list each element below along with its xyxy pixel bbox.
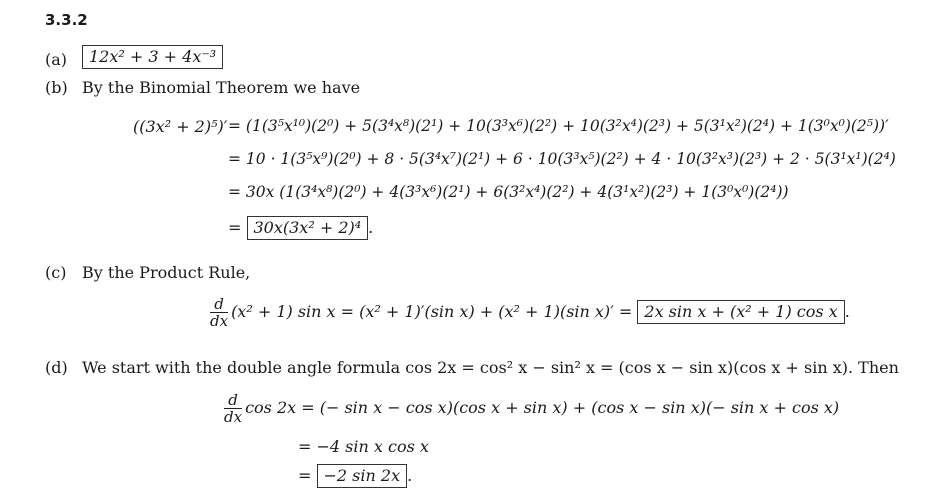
part-d-line1: [224, 392, 839, 425]
part-a-label: (a): [45, 50, 68, 69]
part-c-answer: 2x sin x + (x² + 1) cos x: [637, 300, 844, 324]
part-a-answer-box: [82, 45, 223, 69]
part-b-period: .: [368, 218, 374, 237]
part-d-line3-equals: =: [298, 466, 312, 485]
part-b-intro: By the Binomial Theorem we have: [82, 78, 361, 97]
part-d-intro: We start with the double angle formula cos 2x = cos² x − sin² x = (cos x − sin x)(cos x + sin x). Then: [82, 358, 899, 377]
part-b-line3: = 30x (1(3⁴x⁸)(2⁰) + 4(3³x⁶)(2¹) + 6(3²x⁴)(2²) + 4(3¹x²)(2³) + 1(3⁰x⁰)(2⁴)): [228, 183, 789, 201]
part-a-answer: 12x² + 3 + 4x⁻³: [82, 45, 223, 69]
part-b-answer: 30x(3x² + 2)⁴: [247, 216, 369, 240]
part-b-line2: = 10 · 1(3⁵x⁹)(2⁰) + 8 · 5(3⁴x⁷)(2¹) + 6 · 10(3³x⁵)(2²) + 4 · 10(3²x³)(2³) + 2 · 5(3¹x¹)(2⁴): [228, 150, 896, 168]
part-c-d-den: dx: [210, 312, 229, 330]
part-c-intro: By the Product Rule,: [82, 263, 251, 282]
part-c-label: (c): [45, 263, 67, 282]
section-heading: 3.3.2: [45, 11, 88, 29]
part-c-d-num: d: [210, 296, 228, 313]
part-d-label: (d): [45, 358, 68, 377]
part-d-line2: = −4 sin x cos x: [298, 437, 429, 456]
part-d-period: .: [407, 466, 413, 485]
part-d-derivative-operator: [224, 392, 242, 425]
part-c-equation: [210, 296, 850, 329]
part-b-line4: [228, 216, 373, 240]
part-d-line3: [298, 464, 412, 488]
part-d-d-num: d: [224, 392, 242, 409]
part-b-line4-equals: =: [228, 218, 242, 237]
part-d-d-den: dx: [224, 408, 243, 426]
part-d-line1-text: cos 2x = (− sin x − cos x)(cos x + sin x) + (cos x − sin x)(− sin x + cos x): [245, 398, 840, 417]
part-b-label: (b): [45, 78, 68, 97]
part-c-period: .: [844, 302, 850, 321]
part-c-expression: (x² + 1) sin x = (x² + 1)′(sin x) + (x² + 1)(sin x)′ =: [231, 302, 633, 321]
part-b-lhs: ((3x² + 2)⁵)′: [133, 117, 228, 136]
part-c-derivative-operator: [210, 296, 228, 329]
part-d-answer: −2 sin 2x: [317, 464, 408, 488]
part-b-line1: = (1(3⁵x¹⁰)(2⁰) + 5(3⁴x⁸)(2¹) + 10(3³x⁶)(2²) + 10(3²x⁴)(2³) + 5(3¹x²)(2⁴) + 1(3⁰x⁰)(2⁵))′: [228, 117, 889, 135]
